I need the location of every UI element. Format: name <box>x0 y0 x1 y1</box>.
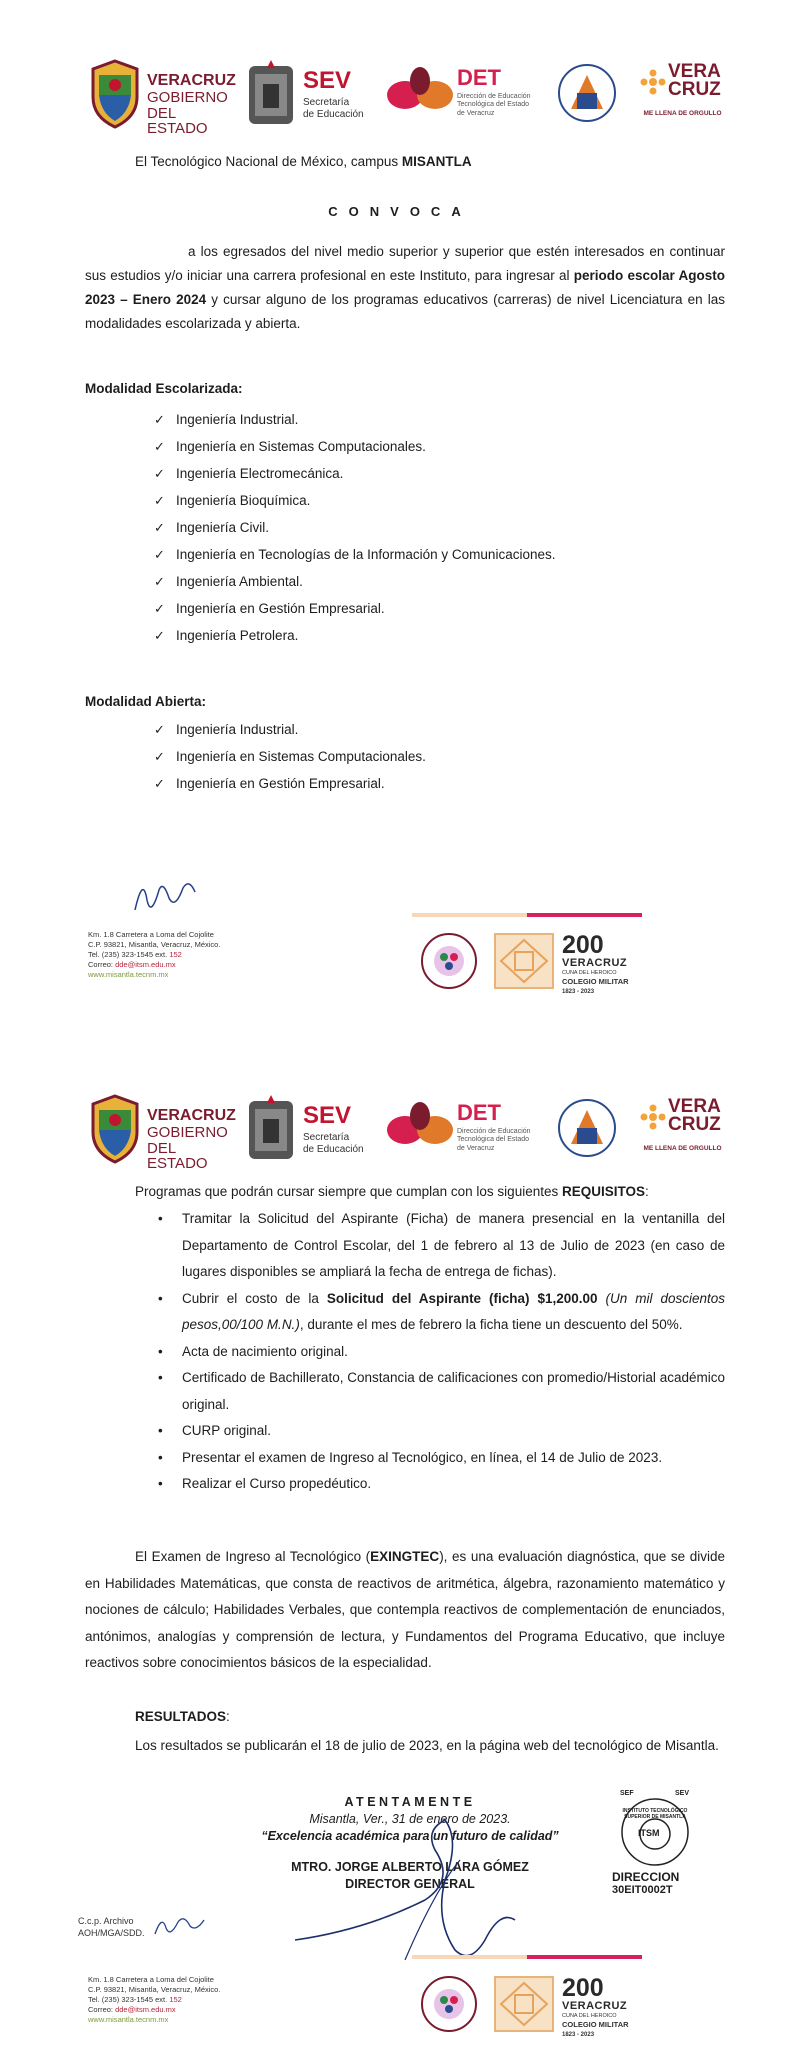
veracruz-line2: GOBIERNO <box>147 89 228 106</box>
requirements-list <box>150 1206 725 1498</box>
sev-emblem-icon <box>245 1095 297 1165</box>
call-paragraph <box>85 240 725 336</box>
header-logos <box>85 1090 725 1170</box>
det-description: Dirección de Educación Tecnológica del Estado de Veracruz <box>457 1128 531 1152</box>
list-item <box>150 595 710 622</box>
bicentennial-cuna: CUNA DEL HEROICO <box>562 2013 617 2019</box>
itsm-seal-icon <box>557 63 617 129</box>
escolarizada-list <box>150 406 710 649</box>
exam-text-a: El Examen de Ingreso al Tecnológico ( <box>135 1549 371 1564</box>
list-item <box>150 743 710 770</box>
phone-ext: 152 <box>169 1995 182 2004</box>
phone-line <box>88 950 220 960</box>
veracruz-brand-slogan: ME LLENA DE ORGULLO <box>643 1145 722 1152</box>
itsm-logo <box>557 55 617 135</box>
veracruz-brand-word1: VERA <box>668 61 721 82</box>
stamp-logo-text: ITSM <box>638 1828 660 1838</box>
det-logo <box>385 55 535 135</box>
email-line <box>88 960 220 970</box>
abierta-heading: Modalidad Abierta: <box>85 694 207 709</box>
veracruz-shield-icon <box>87 59 143 129</box>
call-text-b: y cursar alguno de los programas educativos (carreras) de nivel Licenciatura en las modalidades escolarizada y abierta. <box>85 292 725 331</box>
program-name: Ingeniería Industrial. <box>176 722 299 737</box>
requirement-text: Certificado de Bachillerato, Constancia de calificaciones con promedio/Historial académico original. <box>182 1370 725 1412</box>
call-text-a: a los egresados del nivel medio superior y superior que estén interesados en continuar sus estudios y/o iniciar una carrera profesional en este Instituto, para ingresar al <box>85 244 725 283</box>
check-icon: ✓ <box>154 574 165 589</box>
email-link[interactable]: dde@itsm.edu.mx <box>115 960 176 969</box>
bullet-icon: • <box>158 1370 163 1385</box>
email-label: Correo: <box>88 960 116 969</box>
program-name: Ingeniería en Gestión Empresarial. <box>176 776 385 791</box>
program-name: Ingeniería en Tecnologías de la Información y Comunicaciones. <box>176 547 556 562</box>
det-acronym: DET <box>457 65 501 90</box>
requirement-text: Cubrir el costo de la <box>182 1290 327 1306</box>
ccp-block <box>78 1915 145 1939</box>
bullet-icon: • <box>158 1449 163 1465</box>
sev-name <box>303 1132 373 1156</box>
circular-seal-icon <box>420 932 478 990</box>
convoca-heading: CONVOCA <box>328 204 472 219</box>
list-item <box>150 770 710 797</box>
list-item <box>150 716 710 743</box>
bicentennial-years: 1823 - 2023 <box>562 989 595 995</box>
intro-line <box>135 150 735 174</box>
list-item <box>150 433 710 460</box>
sev-logo <box>245 55 375 135</box>
veracruz-government-logo <box>85 1090 235 1170</box>
requirement-text: Realizar el Curso propedéutico. <box>182 1476 372 1491</box>
sev-acronym: SEV <box>303 67 352 94</box>
signer-title: DIRECTOR GENERAL <box>345 1877 475 1891</box>
campus-name: MISANTLA <box>401 154 472 169</box>
motto: “Excelencia académica para un futuro de calidad” <box>261 1829 559 1843</box>
sev-emblem-icon <box>245 60 297 130</box>
veracruz-line2: GOBIERNO <box>147 1124 228 1141</box>
website-link[interactable]: www.misantla.tecnm.mx <box>88 2015 169 2024</box>
address-line1: Km. 1.8 Carretera a Loma del Cojolite <box>88 930 214 939</box>
address-line2: C.P. 93821, Misantla, Veracruz, México. <box>88 940 221 949</box>
requirements-intro <box>135 1180 735 1204</box>
list-item <box>150 460 710 487</box>
requirement-text: Presentar el examen de Ingreso al Tecnológico, en línea, el 14 de Julio de 2023. <box>182 1449 663 1465</box>
check-icon: ✓ <box>154 439 165 454</box>
check-icon: ✓ <box>154 722 165 737</box>
check-icon: ✓ <box>154 493 165 508</box>
footer-address <box>88 930 220 980</box>
exam-paragraph <box>85 1544 725 1677</box>
results-paragraph: Los resultados se publicarán el 18 de julio de 2023, en la página web del tecnológico de Misantla. <box>135 1738 719 1753</box>
check-icon: ✓ <box>154 749 165 764</box>
footer-stripe <box>412 913 642 917</box>
stamp-code: 30EIT0002T <box>612 1884 673 1896</box>
place-date: Misantla, Ver., 31 de enero de 2023. <box>309 1812 511 1826</box>
website-link[interactable]: www.misantla.tecnm.mx <box>88 970 169 979</box>
stamp-sev: SEV <box>675 1790 690 1797</box>
call-period: periodo escolar Agosto 2023 – Enero 2024 <box>85 268 725 307</box>
veracruz-brand-word <box>668 1098 721 1134</box>
veracruz-brand-word1: VERA <box>668 1096 721 1117</box>
sev-line2: de Educación <box>303 1144 364 1155</box>
bicentennial-state: VERACRUZ <box>562 957 628 969</box>
bullet-icon: • <box>158 1290 163 1306</box>
program-name: Ingeniería Ambiental. <box>176 574 303 589</box>
phone: Tel. (235) 323-1545 ext. <box>88 950 170 959</box>
phone-ext: 152 <box>169 950 182 959</box>
check-icon: ✓ <box>154 547 165 562</box>
bicentennial-emblem <box>562 1976 692 2046</box>
veracruz-brand-logo <box>640 1090 725 1170</box>
requirement-fee-words: (Un mil doscientos pesos,00/100 M.N.) <box>182 1290 725 1332</box>
ccp-line2: AOH/MGA/SDD. <box>78 1928 145 1938</box>
det-description: Dirección de Educación Tecnológica del Estado de Veracruz <box>457 93 531 117</box>
official-stamp <box>600 1790 710 1910</box>
list-item <box>150 541 710 568</box>
pattern-emblem-icon <box>493 932 555 990</box>
header-logos <box>85 55 725 135</box>
list-item <box>150 487 710 514</box>
address-line2: C.P. 93821, Misantla, Veracruz, México. <box>88 1985 221 1994</box>
footer-stripe <box>412 1955 642 1959</box>
program-name: Ingeniería en Gestión Empresarial. <box>176 601 385 616</box>
requirement-fee: Solicitud del Aspirante (ficha) $1,200.00 <box>326 1290 598 1306</box>
bicentennial-years: 1823 - 2023 <box>562 2032 595 2038</box>
phone-line <box>88 1995 220 2005</box>
stamp-institution: INSTITUTO TECNOLÓGICO SUPERIOR DE MISANTLA <box>622 1808 688 1820</box>
veracruz-line3: DEL ESTADO <box>147 105 208 137</box>
program-name: Ingeniería Electromecánica. <box>176 466 344 481</box>
list-item <box>150 1286 725 1339</box>
program-name: Ingeniería Industrial. <box>176 412 299 427</box>
bicentennial-number: 200 <box>562 1974 604 2002</box>
atentamente: ATENTAMENTE <box>344 1795 476 1809</box>
req-intro-bold: REQUISITOS <box>561 1184 646 1199</box>
director-signature <box>285 1790 545 1970</box>
sev-line2: de Educación <box>303 109 364 120</box>
phone: Tel. (235) 323-1545 ext. <box>88 1995 170 2004</box>
footer-address <box>88 1975 220 2025</box>
requirement-text: CURP original. <box>182 1423 272 1438</box>
itsm-logo <box>557 1090 617 1170</box>
bullet-icon: • <box>158 1423 163 1438</box>
intro-text: El Tecnológico Nacional de México, campus <box>135 154 402 169</box>
veracruz-line3: DEL ESTADO <box>147 1140 208 1172</box>
list-item <box>150 514 710 541</box>
bullet-icon: • <box>158 1211 163 1226</box>
results-colon: : <box>226 1709 230 1724</box>
veracruz-brand-word <box>668 63 721 99</box>
list-item <box>150 1418 725 1445</box>
list-item <box>150 1206 725 1286</box>
itsm-seal-icon <box>557 1098 617 1164</box>
program-name: Ingeniería en Sistemas Computacionales. <box>176 439 426 454</box>
program-name: Ingeniería Petrolera. <box>176 628 299 643</box>
check-icon: ✓ <box>154 520 165 535</box>
requirement-text-end: , durante el mes de febrero la ficha tiene un descuento del 50%. <box>299 1317 683 1332</box>
sev-line1: Secretaría <box>303 97 350 108</box>
list-item <box>150 1339 725 1366</box>
veracruz-government-logo <box>85 55 235 135</box>
bicentennial-cuna: CUNA DEL HEROICO <box>562 970 617 976</box>
address-line1: Km. 1.8 Carretera a Loma del Cojolite <box>88 1975 214 1984</box>
req-intro-end: : <box>645 1184 649 1199</box>
list-item <box>150 1445 725 1472</box>
exam-text-b: ), es una evaluación diagnóstica, que se divide en Habilidades Matemáticas, que consta de reactivos de aritmética, álgebra, razonamiento matemático y nociones de cálculo; Habilidades Verbales, que contempla reactivos de complementación de enunciados, antónimos, analogías y comprensión de lectura, y Fundamentos del Programa Educativo, que incluye reactivos sobre conocimientos básicos de la especialidad. <box>85 1549 725 1670</box>
bicentennial-number: 200 <box>562 931 604 959</box>
stamp-sef: SEF <box>620 1790 634 1797</box>
veracruz-brand-logo <box>640 55 725 135</box>
bullet-icon: • <box>158 1476 163 1491</box>
req-intro-text: Programas que podrán cursar siempre que cumplan con los siguientes <box>135 1184 562 1199</box>
sev-acronym: SEV <box>303 1102 352 1129</box>
check-icon: ✓ <box>154 412 165 427</box>
stamp-direction: DIRECCION <box>612 1870 680 1884</box>
bicentennial-state: VERACRUZ <box>562 2000 628 2012</box>
program-name: Ingeniería Civil. <box>176 520 270 535</box>
email-label: Correo: <box>88 2005 116 2014</box>
abierta-list <box>150 716 710 797</box>
check-icon: ✓ <box>154 628 165 643</box>
bicentennial-emblem <box>562 933 692 1003</box>
pattern-emblem-icon <box>493 1975 555 2033</box>
veracruz-line1: VERACRUZ <box>147 1107 236 1124</box>
sev-logo <box>245 1090 375 1170</box>
initials-signature <box>125 870 205 920</box>
requirement-text: Tramitar la Solicitud del Aspirante (Ficha) de manera presencial en la ventanilla del Departamento de Control Escolar, del 1 de febrero al 13 de Julio de 2023 (en caso de lugares disponibles se ampliará la fecha de entrega de fichas). <box>182 1211 725 1279</box>
bicentennial-colegio: COLEGIO MILITAR <box>562 977 629 986</box>
det-logo <box>385 1090 535 1170</box>
veracruz-brand-slogan: ME LLENA DE ORGULLO <box>643 110 722 117</box>
requirement-text: Acta de nacimiento original. <box>182 1343 348 1359</box>
circular-seal-icon <box>420 1975 478 2033</box>
list-item <box>150 568 710 595</box>
results-heading <box>135 1705 230 1729</box>
email-line <box>88 2005 220 2015</box>
det-flower-icon <box>385 65 455 125</box>
ccp-initials-signature <box>150 1910 210 1940</box>
veracruz-flower-icon <box>640 1104 666 1130</box>
email-link[interactable]: dde@itsm.edu.mx <box>115 2005 176 2014</box>
veracruz-flower-icon <box>640 69 666 95</box>
veracruz-line1: VERACRUZ <box>147 72 236 89</box>
det-flower-icon <box>385 1100 455 1160</box>
program-name: Ingeniería en Sistemas Computacionales. <box>176 749 426 764</box>
check-icon: ✓ <box>154 601 165 616</box>
exam-acronym: EXINGTEC <box>370 1549 440 1564</box>
veracruz-brand-word2: CRUZ <box>668 1114 721 1136</box>
ccp-line1: C.c.p. Archivo <box>78 1916 134 1926</box>
program-name: Ingeniería Bioquímica. <box>176 493 311 508</box>
list-item <box>150 622 710 649</box>
list-item <box>150 1471 725 1498</box>
veracruz-shield-icon <box>87 1094 143 1164</box>
det-acronym: DET <box>457 1100 501 1125</box>
check-icon: ✓ <box>154 776 165 791</box>
bicentennial-colegio: COLEGIO MILITAR <box>562 2020 629 2029</box>
list-item <box>150 406 710 433</box>
results-label: RESULTADOS <box>135 1709 226 1724</box>
list-item <box>150 1365 725 1418</box>
escolarizada-heading: Modalidad Escolarizada: <box>85 381 243 396</box>
veracruz-brand-word2: CRUZ <box>668 79 721 101</box>
sev-name <box>303 97 373 121</box>
signer-name: MTRO. JORGE ALBERTO LARA GÓMEZ <box>291 1860 529 1874</box>
sev-line1: Secretaría <box>303 1132 350 1143</box>
bullet-icon: • <box>158 1343 163 1359</box>
check-icon: ✓ <box>154 466 165 481</box>
